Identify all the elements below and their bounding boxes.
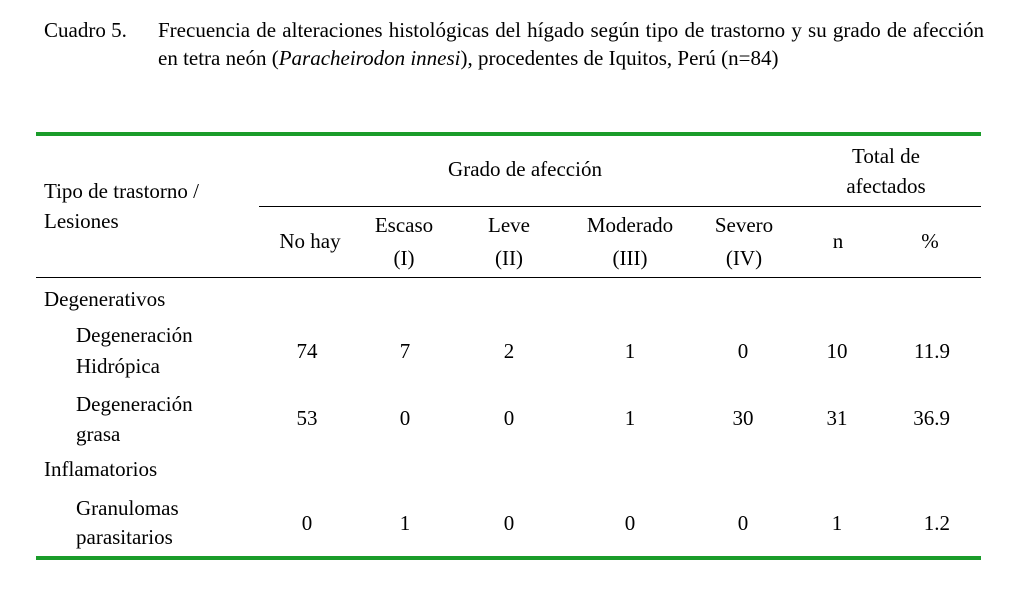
col-header-leve: Leve	[488, 213, 530, 237]
caption-text	[158, 16, 984, 72]
header-row-label-2: Lesiones	[44, 209, 119, 233]
table-cell: 53	[296, 406, 318, 430]
table-cell: 0	[503, 511, 515, 535]
table-caption	[44, 16, 984, 72]
table-cell: 36.9	[913, 406, 950, 430]
table-cell: 2	[503, 339, 515, 363]
col-header-moderado: Moderado	[586, 213, 674, 237]
row-label-3: Granulomas	[76, 496, 179, 520]
table-cell: 7	[399, 339, 411, 363]
caption-text-before: Frecuencia de alteraciones histológicas del hígado según tipo de trastorno y su grado de afección en tetra neón (	[158, 18, 984, 70]
col-header-n: n	[832, 229, 844, 253]
caption-text-after: ), procedentes de Iquitos, Perú (n=84)	[460, 46, 779, 70]
table-top-rule	[36, 132, 981, 136]
table-cell: 74	[296, 339, 318, 363]
table-cell: 10	[826, 339, 848, 363]
col-header-escaso-grade: (I)	[393, 246, 415, 270]
header-bottom-rule	[36, 277, 981, 278]
group-label-inflamatorios: Inflamatorios	[44, 457, 158, 481]
table-cell: 31	[826, 406, 848, 430]
caption-species: Paracheirodon innesi	[278, 46, 461, 70]
row-label-3-line2: parasitarios	[76, 525, 173, 549]
header-row-label-1: Tipo de trastorno /	[44, 179, 199, 203]
table-cell: 0	[503, 406, 515, 430]
table-cell: 1	[624, 339, 636, 363]
row-label-1: Degeneración	[76, 323, 193, 347]
table-cell: 0	[399, 406, 411, 430]
col-header-moderado-grade: (III)	[612, 246, 648, 270]
grado-underline	[259, 206, 981, 207]
table-cell: 11.9	[914, 339, 950, 363]
col-header-escaso: Escaso	[374, 213, 434, 237]
header-total-2: afectados	[846, 174, 926, 198]
header-total-1: Total de	[852, 144, 920, 168]
row-label-2: Degeneración	[76, 392, 193, 416]
col-header-percent: %	[921, 229, 939, 253]
table-bottom-rule	[36, 556, 981, 560]
row-label-2-line2: grasa	[76, 422, 121, 446]
col-header-severo-grade: (IV)	[725, 246, 763, 270]
table-cell: 0	[301, 511, 313, 535]
table-cell: 0	[624, 511, 636, 535]
table-cell: 1.2	[923, 511, 950, 535]
group-label-degenerativos: Degenerativos	[44, 287, 166, 311]
caption-label: Cuadro 5.	[44, 18, 127, 42]
table-cell: 0	[737, 511, 749, 535]
table-cell: 0	[737, 339, 749, 363]
col-header-leve-grade: (II)	[495, 246, 523, 270]
table-cell: 1	[831, 511, 843, 535]
col-header-no-hay: No hay	[279, 229, 341, 253]
table-cell: 30	[732, 406, 754, 430]
table-cell: 1	[624, 406, 636, 430]
row-label-1-line2: Hidrópica	[76, 354, 160, 378]
col-header-severo: Severo	[714, 213, 774, 237]
header-grado: Grado de afección	[448, 157, 602, 181]
table-cell: 1	[399, 511, 411, 535]
